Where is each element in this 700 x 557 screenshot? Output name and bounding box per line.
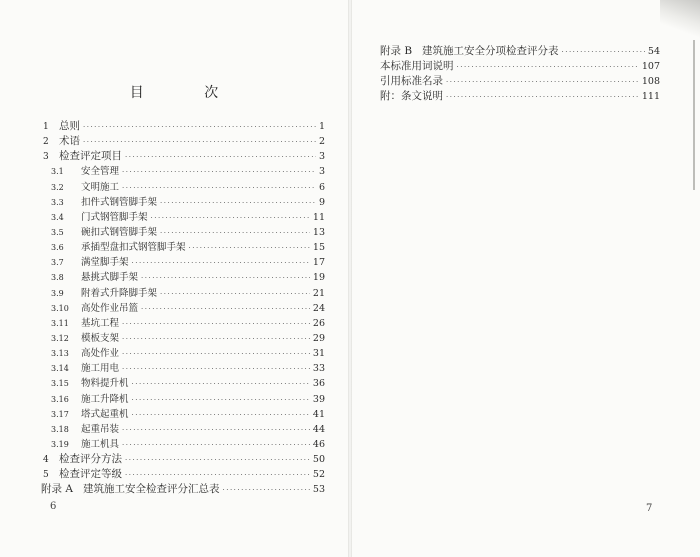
toc-entry[interactable] bbox=[41, 316, 325, 331]
toc-entry-title: 扣件式钢管脚手架 bbox=[81, 196, 158, 208]
toc-heading: 目 次 bbox=[129, 85, 247, 101]
toc-leader-dots bbox=[122, 347, 310, 362]
toc-leader-dots bbox=[160, 196, 316, 211]
toc-entry[interactable] bbox=[41, 134, 325, 149]
toc-entry-title: 模板支架 bbox=[81, 332, 120, 344]
toc-leader-dots bbox=[122, 362, 310, 377]
toc-leader-dots bbox=[83, 135, 316, 150]
page-number-right: 7 bbox=[646, 503, 653, 514]
toc-entry-page: 107 bbox=[641, 61, 660, 73]
toc-entry-page: 29 bbox=[312, 332, 325, 344]
toc-entry-page: 6 bbox=[318, 181, 325, 193]
toc-entry[interactable] bbox=[41, 331, 325, 346]
toc-entry-number: 3.1 bbox=[51, 167, 64, 177]
toc-entry-page: 1 bbox=[318, 121, 325, 132]
toc-entry[interactable] bbox=[41, 346, 325, 361]
toc-entry-number: 3.5 bbox=[51, 227, 64, 237]
toc-entry-number: 3.4 bbox=[51, 212, 64, 222]
toc-entry-title: 术语 bbox=[59, 135, 80, 148]
toc-entry-page: 33 bbox=[312, 363, 325, 375]
toc-entry[interactable] bbox=[41, 180, 325, 195]
toc-entry-title: 附着式升降脚手架 bbox=[81, 287, 158, 299]
toc-entry[interactable] bbox=[41, 467, 325, 482]
toc-leader-dots bbox=[132, 377, 310, 392]
toc-entry[interactable] bbox=[41, 164, 325, 179]
toc-entry[interactable] bbox=[41, 392, 325, 407]
toc-leader-dots bbox=[122, 317, 310, 332]
toc-leader-dots bbox=[122, 165, 316, 180]
toc-leader-dots bbox=[132, 408, 310, 423]
toc-entry-number: 3.15 bbox=[51, 379, 69, 389]
toc-entry-title: 施工升降机 bbox=[81, 393, 129, 405]
toc-leader-dots bbox=[83, 120, 316, 135]
toc-entry-number: 3.18 bbox=[51, 424, 69, 434]
toc-entry-title: 基坑工程 bbox=[81, 317, 120, 329]
toc-entry-page: 36 bbox=[312, 378, 325, 390]
toc-right-list bbox=[380, 44, 660, 105]
toc-entry[interactable] bbox=[41, 422, 325, 437]
toc-entry-title: 施工机具 bbox=[81, 438, 120, 450]
toc-entry-title: 满堂脚手架 bbox=[81, 257, 129, 269]
toc-entry-title: 检查评分方法 bbox=[59, 453, 122, 466]
toc-leader-dots bbox=[446, 90, 639, 105]
toc-leader-dots bbox=[457, 60, 639, 75]
toc-entry-title: 悬挑式脚手架 bbox=[81, 272, 139, 284]
toc-entry-number: 5 bbox=[43, 470, 49, 481]
toc-entry[interactable] bbox=[380, 89, 660, 104]
toc-entry-title: 起重吊装 bbox=[81, 423, 120, 435]
toc-entry-page: 15 bbox=[312, 242, 325, 254]
toc-entry[interactable] bbox=[41, 255, 325, 270]
toc-entry-title: 物料提升机 bbox=[81, 378, 129, 390]
toc-entry-page: 31 bbox=[312, 348, 325, 360]
toc-entry-title: 承插型盘扣式钢管脚手架 bbox=[81, 242, 186, 254]
toc-leader-dots bbox=[151, 211, 310, 226]
toc-leader-dots bbox=[141, 271, 310, 286]
toc-entry-page: 44 bbox=[312, 423, 325, 435]
toc-entry-page: 108 bbox=[641, 76, 660, 88]
toc-leader-dots bbox=[141, 302, 310, 317]
toc-entry[interactable] bbox=[41, 407, 325, 422]
toc-entry-page: 46 bbox=[312, 438, 325, 450]
toc-left-list bbox=[41, 119, 325, 498]
toc-entry-number: 4 bbox=[43, 455, 49, 466]
toc-entry-page: 54 bbox=[647, 46, 660, 57]
toc-entry-page: 21 bbox=[312, 287, 325, 299]
toc-entry[interactable] bbox=[41, 149, 325, 164]
toc-entry-page: 41 bbox=[312, 408, 325, 420]
toc-entry-title: 塔式起重机 bbox=[81, 408, 129, 420]
page-number-left: 6 bbox=[50, 501, 57, 512]
toc-entry-page: 19 bbox=[312, 272, 325, 284]
toc-entry-title: 安全管理 bbox=[81, 166, 120, 178]
toc-entry[interactable] bbox=[41, 437, 325, 452]
toc-entry-number: 3.2 bbox=[51, 182, 64, 192]
toc-entry-title: 检查评定项目 bbox=[59, 150, 122, 163]
toc-entry-number: 3.7 bbox=[51, 258, 64, 268]
toc-entry-number: 2 bbox=[43, 137, 49, 148]
toc-entry-number: 3.17 bbox=[51, 409, 69, 419]
toc-entry-number: 3 bbox=[43, 152, 49, 163]
toc-entry[interactable] bbox=[41, 286, 325, 301]
toc-entry-title: 检查评定等级 bbox=[59, 468, 122, 481]
toc-entry-page: 53 bbox=[312, 484, 325, 496]
toc-entry[interactable] bbox=[41, 119, 325, 134]
toc-entry-number: 3.10 bbox=[51, 303, 69, 313]
toc-entry[interactable] bbox=[41, 301, 325, 316]
toc-entry-title: 施工用电 bbox=[81, 363, 120, 375]
toc-entry[interactable] bbox=[41, 225, 325, 240]
toc-entry-number: 3.16 bbox=[51, 394, 69, 404]
toc-leader-dots bbox=[122, 181, 316, 196]
toc-entry-page: 2 bbox=[318, 136, 325, 148]
toc-entry-number: 附录 A bbox=[41, 483, 73, 496]
toc-entry-title: 引用标准名录 bbox=[380, 75, 443, 88]
toc-entry-title: 附：条文说明 bbox=[380, 90, 443, 103]
toc-entry-number: 3.8 bbox=[51, 273, 64, 283]
toc-leader-dots bbox=[122, 332, 310, 347]
toc-entry[interactable] bbox=[41, 376, 325, 391]
toc-entry-page: 24 bbox=[312, 302, 325, 314]
toc-entry-title: 高处作业 bbox=[81, 348, 120, 360]
toc-entry[interactable] bbox=[41, 270, 325, 285]
toc-entry-page: 13 bbox=[312, 226, 325, 238]
toc-entry[interactable] bbox=[41, 452, 325, 467]
toc-leader-dots bbox=[125, 453, 310, 468]
toc-leader-dots bbox=[125, 468, 310, 483]
toc-entry-page: 3 bbox=[318, 166, 325, 178]
toc-entry-page: 111 bbox=[641, 91, 660, 103]
toc-entry-title: 建筑施工安全分项检查评分表 bbox=[422, 45, 559, 57]
toc-entry-page: 9 bbox=[318, 196, 325, 208]
toc-entry-page: 39 bbox=[312, 393, 325, 405]
toc-leader-dots bbox=[122, 438, 310, 453]
toc-entry-title: 建筑施工安全检查评分汇总表 bbox=[83, 483, 220, 496]
toc-leader-dots bbox=[223, 483, 310, 498]
toc-entry[interactable] bbox=[380, 44, 660, 59]
toc-entry-number: 附录 B bbox=[380, 45, 413, 57]
toc-entry-number: 3.12 bbox=[51, 333, 69, 343]
toc-entry[interactable] bbox=[41, 361, 325, 376]
toc-entry[interactable] bbox=[380, 74, 660, 89]
toc-entry[interactable] bbox=[41, 195, 325, 210]
toc-entry-page: 11 bbox=[312, 211, 325, 223]
toc-entry-number: 3.14 bbox=[51, 364, 69, 374]
toc-leader-dots bbox=[160, 287, 310, 302]
toc-entry[interactable] bbox=[41, 240, 325, 255]
toc-entry-number: 3.19 bbox=[51, 439, 69, 449]
toc-leader-dots bbox=[132, 393, 310, 408]
toc-leader-dots bbox=[122, 423, 310, 438]
toc-entry-page: 17 bbox=[312, 257, 325, 269]
toc-entry-number: 3.3 bbox=[51, 197, 64, 207]
toc-entry-page: 50 bbox=[312, 454, 325, 466]
toc-entry-number: 3.9 bbox=[51, 288, 64, 298]
toc-leader-dots bbox=[125, 150, 316, 165]
toc-entry[interactable] bbox=[41, 210, 325, 225]
toc-leader-dots bbox=[446, 75, 639, 90]
toc-entry-number: 1 bbox=[43, 122, 49, 132]
toc-entry[interactable] bbox=[41, 482, 325, 497]
toc-leader-dots bbox=[189, 241, 310, 256]
toc-entry-page: 52 bbox=[312, 469, 325, 481]
toc-entry-title: 本标准用词说明 bbox=[380, 60, 454, 73]
toc-leader-dots bbox=[132, 256, 310, 271]
toc-entry[interactable] bbox=[380, 59, 660, 74]
toc-entry-title: 碗扣式钢管脚手架 bbox=[81, 226, 158, 238]
toc-entry-title: 高处作业吊篮 bbox=[81, 302, 139, 314]
toc-entry-number: 3.11 bbox=[51, 318, 69, 328]
toc-entry-title: 总则 bbox=[59, 120, 80, 132]
toc-leader-dots bbox=[160, 226, 310, 241]
page-corner-shadow bbox=[660, 0, 700, 40]
toc-entry-page: 26 bbox=[312, 317, 325, 329]
toc-entry-title: 门式钢管脚手架 bbox=[81, 211, 148, 223]
toc-leader-dots bbox=[562, 45, 645, 60]
toc-entry-page: 3 bbox=[318, 151, 325, 163]
toc-entry-number: 3.13 bbox=[51, 349, 69, 359]
page-edge-line bbox=[693, 40, 695, 190]
toc-entry-title: 文明施工 bbox=[81, 181, 120, 193]
toc-entry-number: 3.6 bbox=[51, 243, 64, 253]
